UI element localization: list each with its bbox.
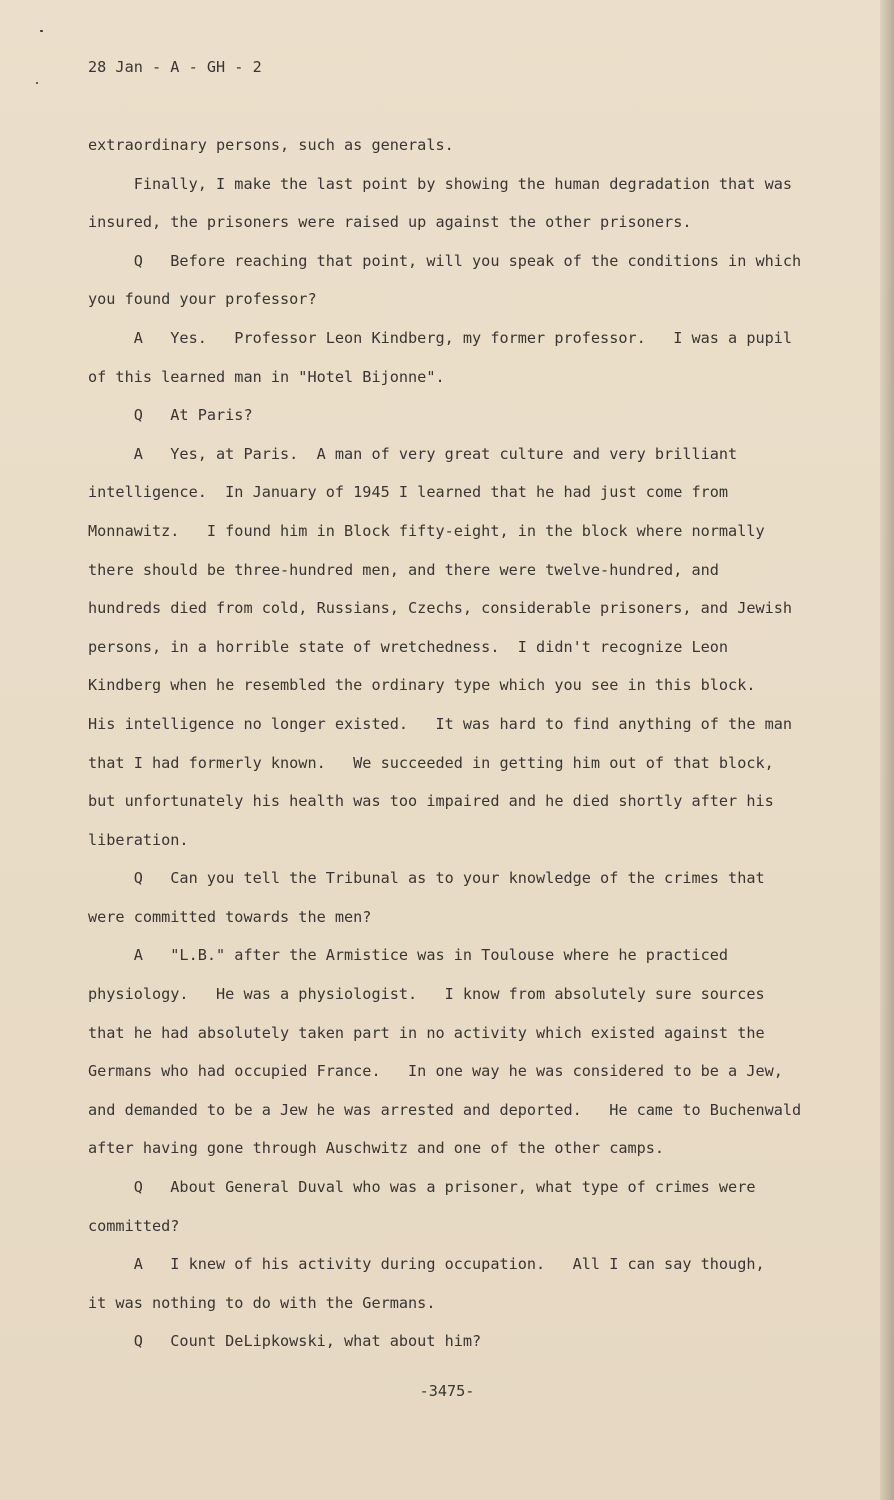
ink-speck [40,30,43,32]
text-line: Q At Paris? [88,406,253,425]
text-line: committed? [88,1216,180,1235]
text-line: Q Can you tell the Tribunal as to your knowledge of the crimes that [88,869,765,888]
text-line: Q Before reaching that point, will you speak of the conditions in which [88,251,802,270]
text-line: Germans who had occupied France. In one way he was considered to be a Jew, [88,1062,783,1081]
text-line: you found your professor? [88,290,317,309]
text-line: A Yes, at Paris. A man of very great culture and very brilliant [88,444,738,463]
text-line: it was nothing to do with the Germans. [88,1293,436,1312]
text-line: there should be three-hundred men, and there were twelve-hundred, and [88,560,719,579]
text-line: insured, the prisoners were raised up against the other prisoners. [88,213,692,232]
text-line: Q Count DeLipkowski, what about him? [88,1332,482,1351]
text-line: were committed towards the men? [88,907,372,926]
text-line: A Yes. Professor Leon Kindberg, my former professor. I was a pupil [88,328,793,347]
page-number: -3475- [419,1382,475,1400]
text-line: Kindberg when he resembled the ordinary type which you see in this block. [88,676,756,695]
text-line: Q About General Duval who was a prisoner, what type of crimes were [88,1178,756,1197]
ink-speck [36,82,38,84]
page-edge-shadow [880,0,894,1500]
text-line: that he had absolutely taken part in no activity which existed against the [88,1023,765,1042]
text-line: physiology. He was a physiologist. I know from absolutely sure sources [88,985,765,1004]
text-line: Finally, I make the last point by showing the human degradation that was [88,174,793,193]
text-line: His intelligence no longer existed. It was hard to find anything of the man [88,714,793,733]
page-header: 28 Jan - A - GH - 2 [88,58,262,76]
document-body [88,132,848,1367]
text-line: that I had formerly known. We succeeded in getting him out of that block, [88,753,774,772]
text-line: but unfortunately his health was too impaired and he died shortly after his [88,792,774,811]
text-line: hundreds died from cold, Russians, Czechs, considerable prisoners, and Jewish [88,599,793,618]
text-line: of this learned man in "Hotel Bijonne". [88,367,445,386]
text-line: persons, in a horrible state of wretchedness. I didn't recognize Leon [88,637,729,656]
text-line: extraordinary persons, such as generals. [88,136,454,154]
text-line: Monnawitz. I found him in Block fifty-eight, in the block where normally [88,521,765,540]
text-line: A I knew of his activity during occupation. All I can say though, [88,1255,765,1274]
text-line: after having gone through Auschwitz and one of the other camps. [88,1139,665,1158]
text-line: liberation. [88,830,189,849]
text-line: intelligence. In January of 1945 I learned that he had just come from [88,483,729,502]
text-line: A "L.B." after the Armistice was in Toulouse where he practiced [88,946,729,965]
text-line: and demanded to be a Jew he was arrested and deported. He came to Buchenwald [88,1100,802,1119]
